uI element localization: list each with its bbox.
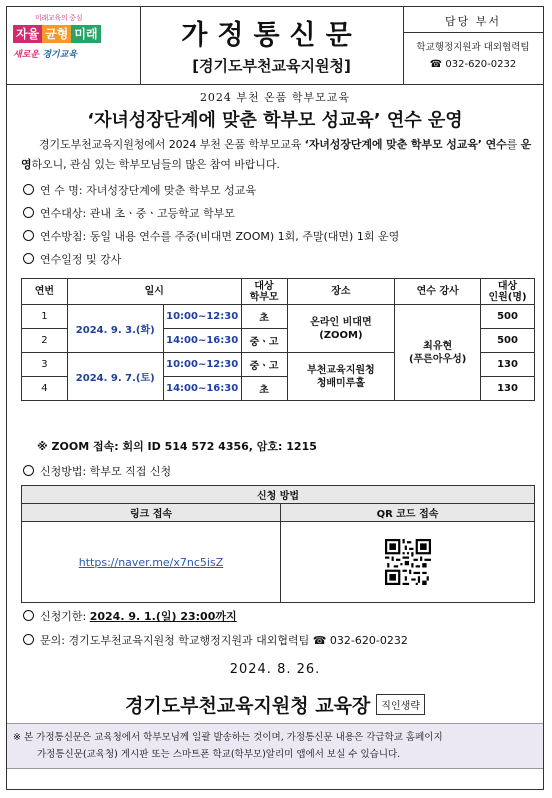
logo-bottom (13, 47, 77, 60)
circle-bullet-icon (23, 465, 34, 476)
apply-table-title: 신청 방법 (22, 486, 535, 504)
bullet-text: 연수대상: 관내 초ㆍ중ㆍ고등학교 학부모 (40, 207, 235, 220)
circle-bullet-icon (23, 253, 34, 264)
row-count: 500 (481, 305, 535, 329)
row-target: 초 (241, 377, 287, 401)
intro-text-1: 경기도부천교육지원청에서 2024 부천 온품 학부모교육 (39, 138, 305, 151)
col-header-target: 대상 학부모 (241, 279, 287, 305)
row-target: 중ㆍ고 (241, 353, 287, 377)
col-header-lecturer: 연수 강사 (395, 279, 481, 305)
bullet-policy (23, 228, 399, 244)
department-box (403, 7, 543, 84)
apply-col-link: 링크 접속 (22, 504, 281, 522)
apply-table (21, 485, 535, 603)
row-target: 초 (241, 305, 287, 329)
department-phone: ☎ 032-620-0232 (429, 59, 517, 70)
logo-bottom-red: 새로운 (13, 50, 40, 60)
bullet-course-name (23, 182, 256, 198)
row-no: 2 (22, 329, 68, 353)
col-header-no: 연번 (22, 279, 68, 305)
intro-paragraph (21, 135, 535, 175)
footer-line-1: ※ 본 가정통신문은 교육청에서 학부모님께 일괄 발송하는 것이며, 가정통신문 내용은 각급학교 홈페이지 (13, 732, 443, 743)
logo (7, 7, 141, 84)
circle-bullet-icon (23, 207, 34, 218)
col-header-datetime: 일시 (67, 279, 241, 305)
department-label: 담당 부서 (403, 13, 543, 33)
bullet-text: 연수방침: 동일 내용 연수를 주중(비대면 ZOOM) 1회, 주말(대면) 1회 운영 (40, 230, 400, 243)
seal-omitted: 직인생략 (376, 694, 425, 715)
intro-text-3: 하오니, 관심 있는 학부모님들의 많은 참여 바랍니다. (31, 158, 280, 171)
table-row (22, 305, 535, 329)
apply-col-qr: QR 코드 접속 (281, 504, 535, 522)
zoom-info: ※ ZOOM 접속: 회의 ID 514 572 4356, 암호: 1215 (37, 440, 317, 453)
row-time: 10:00~12:30 (163, 353, 241, 377)
notice-page (6, 6, 544, 790)
schedule-table (21, 278, 535, 401)
row-no: 1 (22, 305, 68, 329)
row-place: 부천교육지원청 청배미루홀 (287, 353, 395, 401)
apply-method-text: 신청방법: 학부모 직접 신청 (40, 465, 172, 478)
bullet-target (23, 205, 235, 221)
circle-bullet-icon (23, 634, 34, 645)
intro-text-2: 를 (506, 138, 521, 151)
logo-tagline: 미래교육의 중심 (35, 14, 83, 22)
footer-line-2: 가정통신문(교육청) 게시판 또는 스마트폰 학교(학부모)알리미 앱에서 보실 수 있습니다. (37, 749, 401, 760)
logo-word-2: 균형 (42, 25, 71, 43)
deadline-date: 2024. 9. 1.(일) 23:00까지 (89, 610, 237, 623)
row-lecturer: 최유현 (푸른아우성) (395, 305, 481, 401)
issue-date: 2024. 8. 26. (229, 662, 321, 677)
table-header-row (22, 279, 535, 305)
row-date: 2024. 9. 3.(화) (67, 305, 163, 353)
qr-cell (281, 522, 535, 603)
row-no: 3 (22, 353, 68, 377)
logo-words (13, 25, 101, 43)
deadline-label: 신청기한: (40, 610, 90, 623)
logo-word-1: 자율 (13, 25, 42, 43)
contact (23, 632, 408, 648)
page-title: 가정통신문 (181, 20, 362, 51)
page-subtitle: [경기도부천교육지원청] (192, 57, 351, 75)
row-no: 4 (22, 377, 68, 401)
signature (7, 691, 543, 718)
bullet-schedule (23, 251, 121, 267)
kicker: 2024 부천 온품 학부모교육 (199, 91, 351, 104)
footer-note (7, 723, 543, 769)
intro-bold-1: ‘자녀성장단계에 맞춘 학부모 성교육’ 연수 (304, 138, 507, 151)
deadline (23, 608, 237, 624)
qr-code-icon[interactable] (385, 539, 431, 585)
bullet-text: 연 수 명: 자녀성장단계에 맞춘 학부모 성교육 (40, 184, 256, 197)
row-time: 10:00~12:30 (163, 305, 241, 329)
row-date: 2024. 9. 7.(토) (67, 353, 163, 401)
row-count: 130 (481, 377, 535, 401)
row-target: 중ㆍ고 (241, 329, 287, 353)
col-header-place: 장소 (287, 279, 395, 305)
link-cell (22, 522, 281, 603)
circle-bullet-icon (23, 184, 34, 195)
logo-word-3: 미래 (71, 25, 100, 43)
row-time: 14:00~16:30 (163, 329, 241, 353)
header (7, 7, 543, 85)
circle-bullet-icon (23, 610, 34, 621)
bullet-text: 연수일정 및 강사 (40, 253, 122, 266)
apply-link[interactable]: https://naver.me/x7nc5isZ (78, 555, 224, 569)
apply-method (23, 463, 171, 479)
circle-bullet-icon (23, 230, 34, 241)
logo-bottom-blue: 경기교육 (39, 50, 78, 60)
department-name: 학교행정지원과 대외협력팀 (416, 42, 530, 53)
row-place: 온라인 비대면 (ZOOM) (287, 305, 395, 353)
intro-bold-2: 운영 (21, 138, 532, 171)
row-count: 130 (481, 353, 535, 377)
row-count: 500 (481, 329, 535, 353)
signature-text: 경기도부천교육지원청 교육장 (125, 695, 371, 717)
title-box (140, 7, 404, 84)
contact-text: 문의: 경기도부천교육지원청 학교행정지원과 대외협력팀 ☎ 032-620-0232 (40, 634, 408, 647)
row-time: 14:00~16:30 (163, 377, 241, 401)
col-header-count: 대상 인원(명) (481, 279, 535, 305)
headline: ‘자녀성장단계에 맞춘 학부모 성교육’ 연수 운영 (87, 110, 463, 131)
